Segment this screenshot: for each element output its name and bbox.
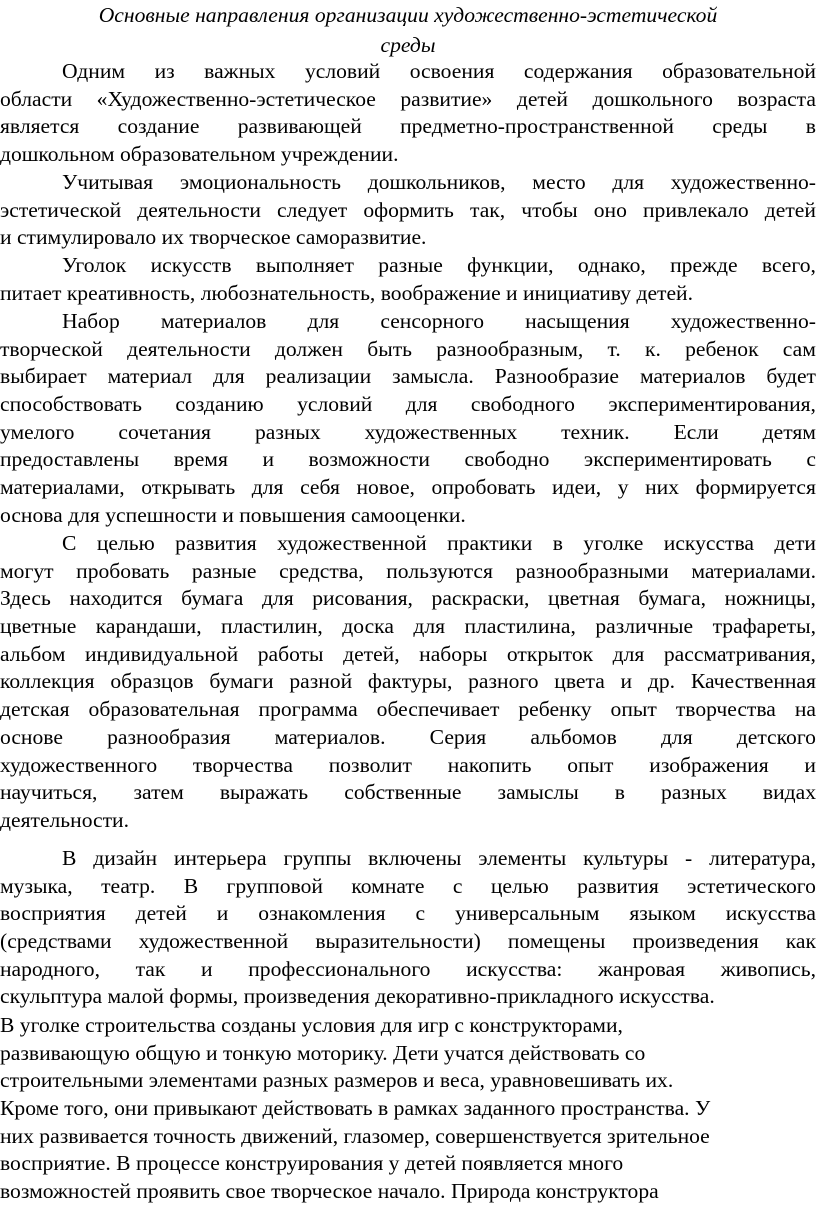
text-line: В дизайн интерьера группы включены элементы культуры - литература, [62, 846, 816, 870]
text-line: скульптура малой формы, произведения декоративно-прикладного искусства. [0, 984, 715, 1009]
text-line: творческой деятельности должен быть разнообразным, т. к. ребенок сам [0, 336, 816, 361]
text-line: Кроме того, они привыкают действовать в рамках заданного пространства. У [0, 1096, 711, 1121]
text-line: них развивается точность движений, глазомер, совершенствуется зрительное [0, 1123, 710, 1148]
document-title [0, 0, 816, 60]
text-line: Учитывая эмоциональность дошкольников, место для художественно- [62, 170, 816, 194]
text-line: музыка, театр. В групповой комнате с целью развития эстетического [0, 873, 816, 898]
paragraph [0, 58, 816, 169]
text-line: основа для успешности и повышения самооценки. [0, 502, 466, 527]
text-line: цветные карандаши, пластилин, доска для пластилина, различные трафареты, [0, 614, 816, 639]
paragraph [0, 169, 816, 252]
text-line: Одним из важных условий освоения содержания образовательной [62, 59, 816, 83]
text-line: возможностей проявить свое творческое начало. Природа конструктора [0, 1179, 659, 1204]
title-line: среды [380, 33, 436, 57]
text-line: восприятия детей и ознакомления с универсальным языком искусства [0, 901, 816, 926]
paragraph [0, 845, 816, 1011]
text-line: художественного творчества позволит накопить опыт изображения и [0, 752, 816, 777]
text-line: способствовать созданию условий для свободного экспериментирования, [0, 392, 816, 417]
text-line: дошкольном образовательном учреждении. [0, 142, 399, 167]
text-line: Набор материалов для сенсорного насыщения художественно- [62, 309, 816, 333]
paragraph [0, 252, 816, 307]
text-line: является создание развивающей предметно-пространственной среды в [0, 114, 816, 139]
text-line: и стимулировало их творческое саморазвитие. [0, 225, 427, 250]
paragraph [0, 530, 816, 835]
text-line: научиться, затем выражать собственные замыслы в разных видах [0, 780, 816, 805]
text-line: предоставлены время и возможности свободно экспериментировать с [0, 447, 816, 472]
text-line: Здесь находится бумага для рисования, раскраски, цветная бумага, ножницы, [0, 586, 816, 611]
text-line: Уголок искусств выполняет разные функции, однако, прежде всего, [62, 253, 816, 277]
text-line: могут пробовать разные средства, пользуются разнообразными материалами. [0, 558, 816, 583]
text-line: альбом индивидуальной работы детей, наборы открыток для рассматривания, [0, 641, 816, 666]
text-line: коллекция образцов бумаги разной фактуры, разного цвета и др. Качественная [0, 669, 816, 694]
paragraph [0, 1012, 816, 1206]
text-line: основе разнообразия материалов. Серия альбомов для детского [0, 724, 816, 749]
text-line: умелого сочетания разных художественных техник. Если детям [0, 419, 816, 444]
text-line: народного, так и профессионального искусства: жанровая живопись, [0, 956, 816, 981]
text-line: развивающую общую и тонкую моторику. Дети учатся действовать со [0, 1040, 646, 1065]
text-line: детская образовательная программа обеспечивает ребенку опыт творчества на [0, 697, 816, 722]
text-line: В уголке строительства созданы условия для игр с конструкторами, [0, 1013, 623, 1037]
text-line: восприятие. В процессе конструирования у детей появляется много [0, 1151, 624, 1176]
text-line: деятельности. [0, 807, 130, 832]
text-line: строительными элементами разных размеров и веса, уравновешивать их. [0, 1068, 674, 1093]
text-line: (средствами художественной выразительности) помещены произведения как [0, 929, 816, 954]
text-line: питает креативность, любознательность, воображение и инициативу детей. [0, 280, 694, 305]
text-line: материалами, открывать для себя новое, опробовать идеи, у них формируется [0, 475, 816, 500]
text-line: выбирает материал для реализации замысла. Разнообразие материалов будет [0, 364, 816, 389]
paragraph [0, 308, 816, 530]
text-line: С целью развития художественной практики в уголке искусства дети [62, 531, 816, 555]
text-line: эстетической деятельности следует оформить так, чтобы оно привлекало детей [0, 197, 816, 222]
title-line: Основные направления организации художественно-эстетической [98, 3, 718, 27]
text-line: области «Художественно-эстетическое развитие» детей дошкольного возраста [0, 86, 816, 111]
